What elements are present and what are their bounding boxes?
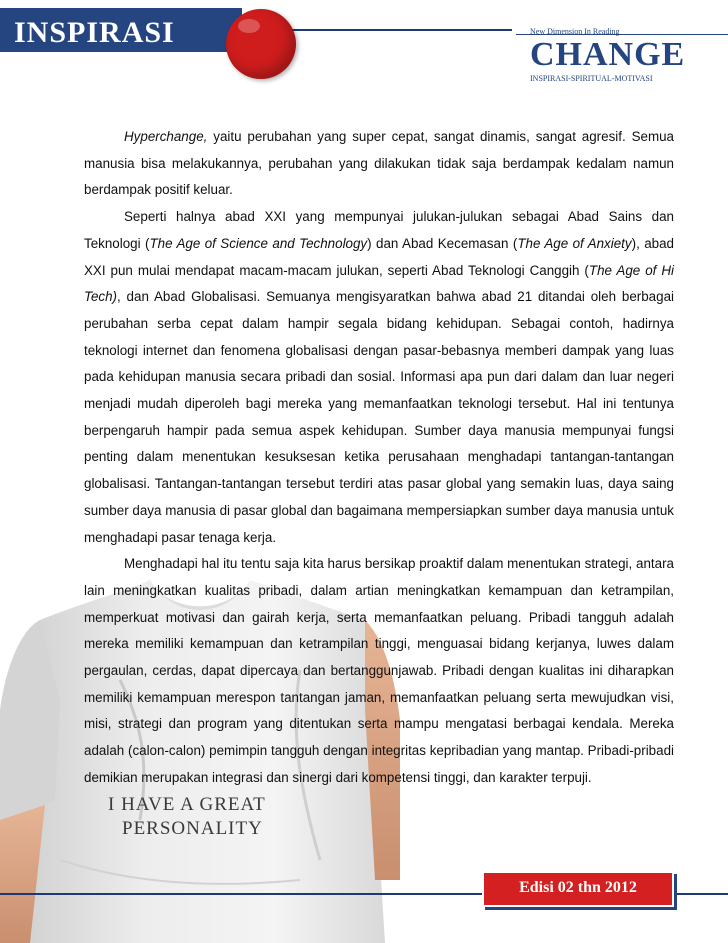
red-circle-logo [226,9,296,79]
brand-name: CHANGE [530,36,686,73]
shirt-text-line1: I HAVE A GREAT [108,794,266,815]
edition-label: Edisi 02 thn 2012 [519,879,637,896]
hyperchange-term: Hyperchange, [124,129,208,144]
section-banner [0,8,242,52]
brand-subtitle: INSPIRASI-SPIRITUAL-MOTIVASI [530,74,653,83]
edition-badge [482,871,674,907]
shirt-text-line2: PERSONALITY [122,818,263,839]
article-body [84,124,674,792]
paragraph-1: Hyperchange, yaitu perubahan yang super cepat, sangat dinamis, sangat agresif. Semua manusia bisa melakukannya, perubahan yang dilakukan tidak saja berdampak kedalam namun berdampak positif keluar. [84,129,674,198]
section-title: INSPIRASI [14,16,175,49]
paragraph-3: Menghadapi hal itu tentu saja kita harus bersikap proaktif dalam menentukan strategi, antara lain meningkatkan kualitas pribadi, dalam artian meningkatkan kemampuan dan ketrampilan, memperkuat motivasi dan gairah kerja, serta memanfaatkan peluang. Pribadi tangguh adalah mereka memiliki kemampuan dan ketrampilan tinggi, menguasai bidang kerjanya, luwes dalam pergaulan, cerdas, dapat dipercaya dan bertanggunjawab. Pribadi dengan kualitas ini diharapkan memiliki kemampuan merespon tantangan jaman, memanfaatkan peluang serta mewujudkan visi, misi, strategi dan program yang ditentukan serta mampu mengatasi berbagai kendala. Mereka adalah (calon-calon) pemimpin tangguh dengan integritas kepribadian yang mantap. Pribadi-pribadi demikian merupakan integrasi dan sinergi dari kompetensi tinggi, dan karakter terpuji. [84,556,674,785]
brand-tagline: New Dimension In Reading [530,27,620,36]
paragraph-2: Seperti halnya abad XXI yang mempunyai julukan-julukan sebagai Abad Sains dan Teknologi (The Age of Science and Technology) dan Abad Kecemasan (The Age of Anxiety), abad XXI pun mulai mendapat macam-macam julukan, seperti Abad Teknologi Canggih (The Age of Hi Tech), dan Abad Globalisasi. Semuanya mengisyaratkan bahwa abad 21 ditandai oleh berbagai perubahan serba cepat dalam hampir segala bidang kehidupan. Sebagai contoh, hadirnya teknologi internet dan fenomena globalisasi dengan pasar-bebasnya memberi dampak yang luas pada kehidupan manusia secara pribadi dan sosial. Informasi apa pun dari dalam dan luar negeri menjadi mudah diperoleh bagi mereka yang memanfaatkan teknologi tersebut. Hal ini tentunya berpengaruh hampir pada semua aspek kehidupan. Sumber daya manusia mempunyai fungsi penting dalam menentukan kesuksesan ketika perusahaan menghadapi tantangan-tantangan globalisasi. Tantangan-tantangan tersebut terdiri atas pasar global yang semakin luas, daya saing sumber daya manusia di pasar global dan bagaimana mempersiapkan sumber daya manusia untuk menghadapi pasar tenaga kerja. [84,209,675,545]
